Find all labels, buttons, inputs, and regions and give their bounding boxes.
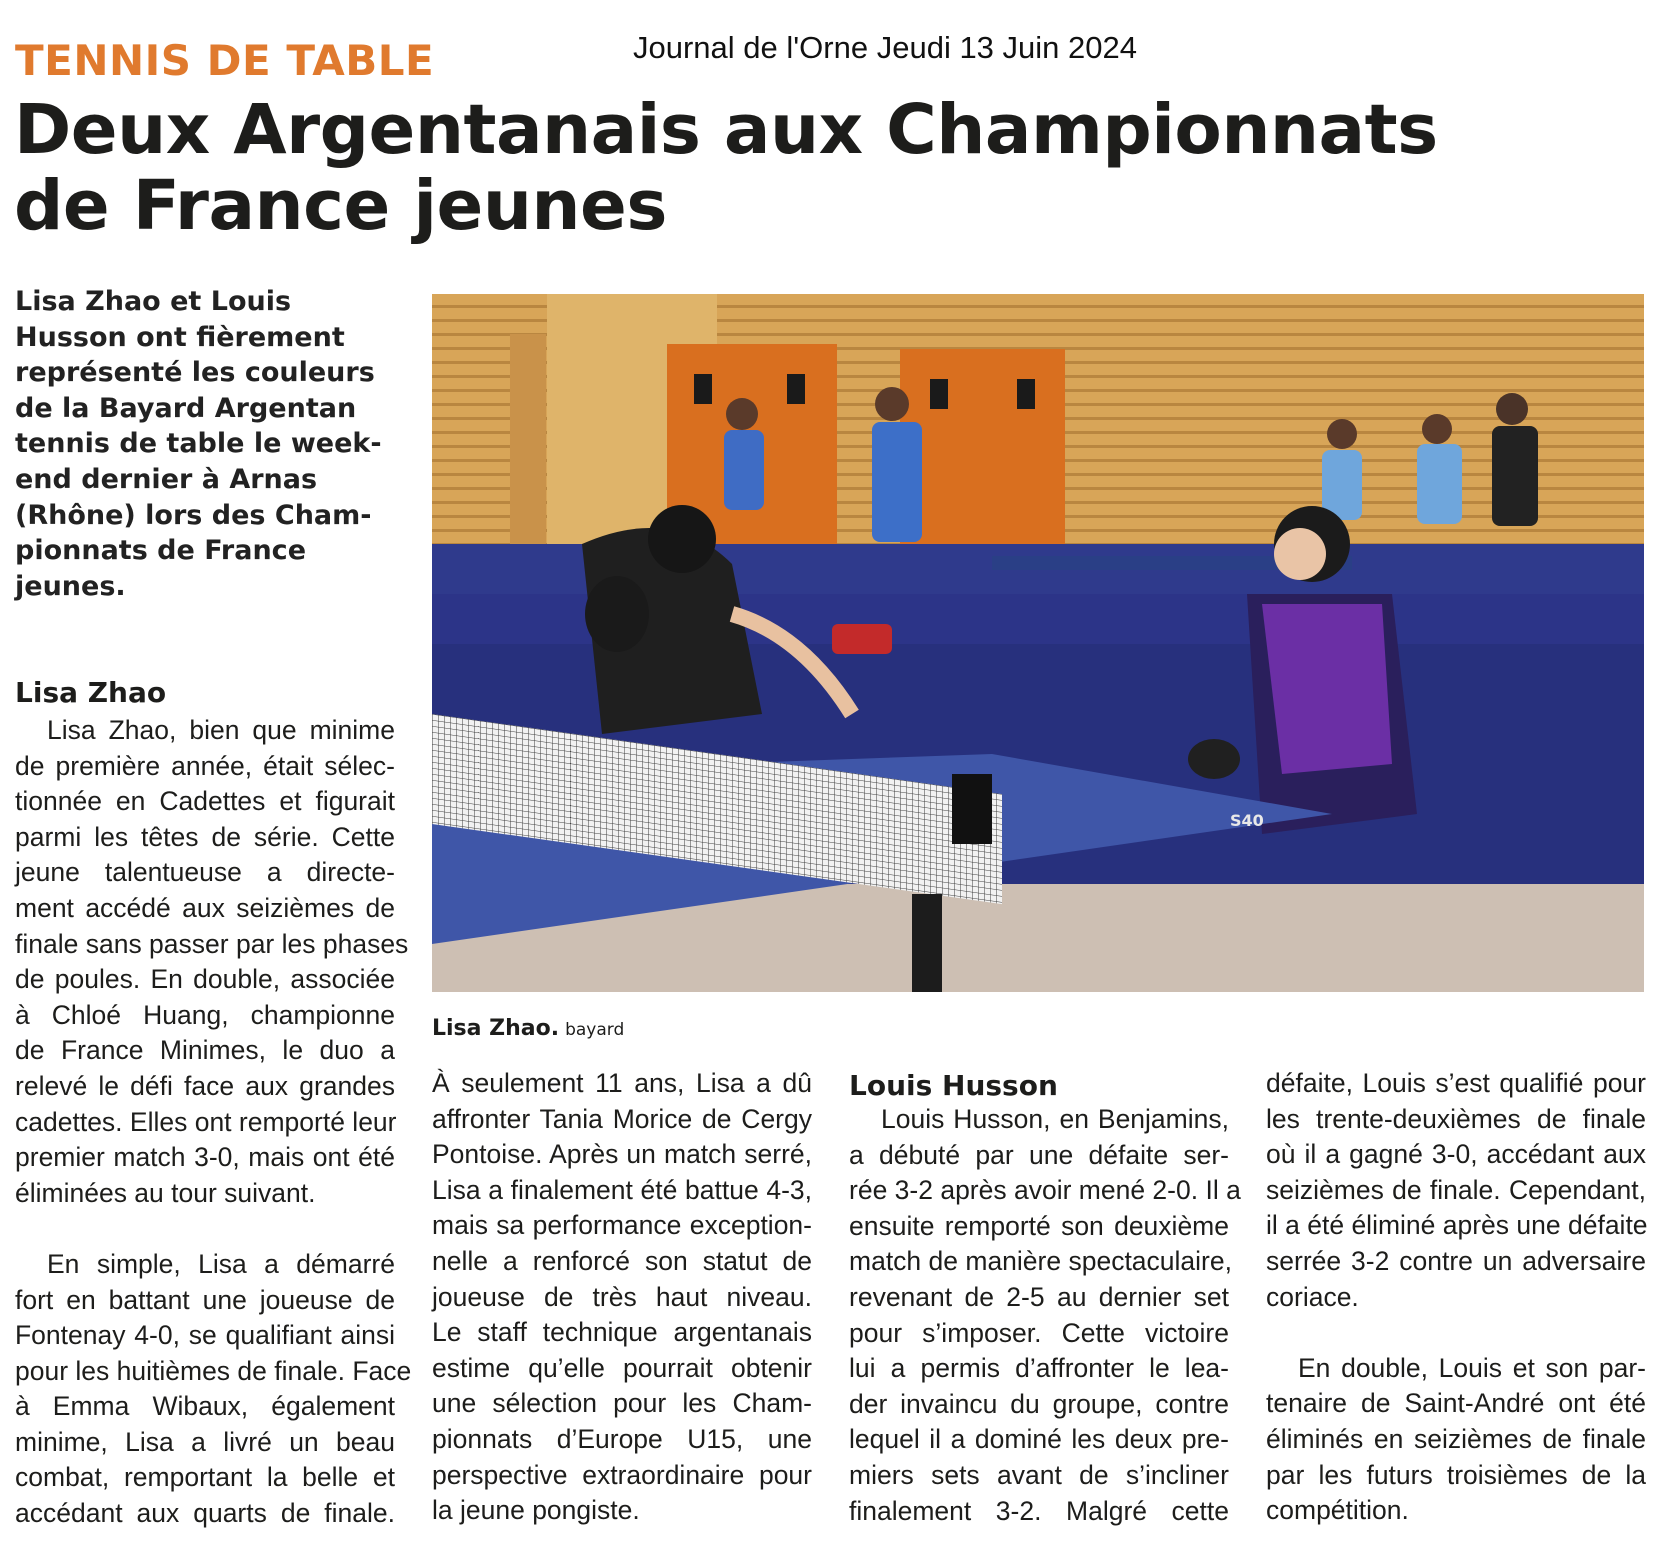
text-line: fort en battant une joueuse de — [15, 1284, 395, 1315]
text-line: une sélection pour les Cham- — [432, 1388, 812, 1419]
bg-player-body — [872, 422, 922, 542]
player-right-shirt — [1262, 604, 1392, 774]
text-line: premier match 3-0, mais ont été — [15, 1142, 395, 1173]
text-line: lequel il a dominé les deux pre- — [849, 1424, 1229, 1455]
lede-line: représenté les couleurs — [15, 357, 375, 389]
headline-line: de France jeunes — [14, 166, 667, 246]
lede-line: Husson ont fièrement — [15, 321, 345, 353]
text-line: défaite, Louis s’est qualifié pour — [1266, 1068, 1646, 1098]
publication-dateline: Journal de l'Orne Jeudi 13 Juin 2024 — [633, 30, 1137, 65]
bg-player-body — [1322, 450, 1362, 520]
table-leg — [912, 894, 942, 992]
text-line: combat, remportant la belle et — [15, 1462, 395, 1493]
article-column-2 — [432, 1066, 812, 1529]
bg-player-head — [1327, 419, 1357, 449]
text-line: estime qu’elle pourrait obtenir — [432, 1352, 812, 1383]
text-line: der invaincu du groupe, contre — [849, 1388, 1229, 1419]
text-line: où il a gagné 3-0, accédant aux — [1266, 1139, 1646, 1170]
article-column-4 — [1266, 1066, 1646, 1529]
text-line: joueuse de très haut niveau. — [432, 1281, 812, 1312]
lede-line: de la Bayard Argentan — [15, 392, 357, 424]
text-line: À seulement 11 ans, Lisa a dû — [432, 1068, 812, 1098]
text-line: à Chloé Huang, championne — [15, 999, 395, 1030]
paddle-right — [1188, 739, 1240, 779]
lede-line: jeunes. — [15, 570, 126, 602]
door-window — [694, 374, 712, 404]
text-line: pionnats d’Europe U15, une — [432, 1423, 812, 1454]
lede-line: Lisa Zhao et Louis — [15, 286, 292, 317]
red-chair — [832, 624, 892, 654]
text-line: nelle a renforcé son statut de — [432, 1245, 812, 1276]
text-line: de première année, était sélec- — [15, 750, 395, 781]
caption-credit: bayard — [565, 1020, 625, 1040]
text-line: tionnée en Cadettes et figurait — [15, 786, 395, 817]
net-post — [952, 774, 992, 844]
text-line: lui a permis d’affronter le lea- — [849, 1353, 1229, 1384]
text-line: de France Minimes, le duo a — [15, 1035, 395, 1066]
door-window — [1017, 379, 1035, 409]
text-line: affronter Tania Morice de Cergy — [432, 1103, 812, 1134]
text-line: il a été éliminé après une défaite — [1266, 1210, 1648, 1241]
text-line: finale sans passer par les phases — [15, 928, 409, 959]
table-logo: S40 — [1230, 811, 1264, 830]
text-line: à Emma Wibaux, également — [15, 1391, 395, 1422]
subhead-lisa-zhao: Lisa Zhao — [15, 676, 167, 709]
text-line: de poules. En double, associée — [15, 964, 395, 995]
bg-player-body — [724, 430, 764, 510]
article-headline — [14, 90, 1438, 246]
text-line: relevé le défi face aux grandes — [15, 1070, 395, 1101]
article-lede — [15, 284, 395, 604]
photo-caption — [432, 1016, 624, 1041]
paddle-left — [585, 576, 649, 652]
text-line: les trente-deuxièmes de finale — [1266, 1103, 1646, 1134]
text-line: En simple, Lisa a démarré — [47, 1248, 395, 1279]
text-line: En double, Louis et son par- — [1298, 1352, 1646, 1383]
text-line: ensuite remporté son deuxième — [849, 1210, 1229, 1241]
text-line: serrée 3-2 contre un adversaire — [1266, 1245, 1646, 1276]
text-line: ment accédé aux seizièmes de — [15, 892, 395, 923]
headline-line: Deux Argentanais aux Championnats — [14, 90, 1438, 170]
text-line: éliminés en seizièmes de finale — [1266, 1423, 1646, 1454]
text-line: minime, Lisa a livré un beau — [15, 1426, 395, 1457]
text-line: compétition. — [1266, 1495, 1409, 1526]
text-line: finalement 3-2. Malgré cette — [849, 1495, 1229, 1526]
text-line: a débuté par une défaite ser- — [849, 1139, 1229, 1170]
lede-line: pionnats de France — [15, 535, 307, 567]
subhead-louis-husson: Louis Husson — [849, 1069, 1058, 1102]
text-line: Le staff technique argentanais — [432, 1317, 812, 1348]
caption-name: Lisa Zhao. — [432, 1016, 560, 1041]
text-line: Louis Husson, en Benjamins, — [881, 1104, 1229, 1134]
article-column-3 — [849, 1102, 1241, 1529]
door-window — [787, 374, 805, 404]
text-line: miers sets avant de s’incliner — [849, 1459, 1229, 1490]
text-line: Lisa a finalement été battue 4-3, — [432, 1174, 812, 1205]
text-line: éliminées au tour suivant. — [15, 1177, 316, 1208]
text-line: revenant de 2-5 au dernier set — [849, 1281, 1229, 1312]
bg-player-body — [1417, 444, 1462, 524]
bg-player-body — [1492, 426, 1538, 526]
bg-player-head — [875, 387, 909, 421]
lede-line: end dernier à Arnas — [15, 463, 318, 495]
wall-pillar — [510, 334, 546, 574]
text-line: mais sa performance exception- — [432, 1210, 812, 1241]
text-line: Fontenay 4-0, se qualifiant ainsi — [15, 1320, 395, 1351]
text-line: parmi les têtes de série. Cette — [15, 821, 395, 852]
bg-player-head — [1496, 393, 1528, 425]
player-left-head — [648, 505, 716, 573]
text-line: seizièmes de finale. Cependant, — [1266, 1174, 1646, 1205]
text-line: perspective extraordinaire pour — [432, 1459, 812, 1490]
text-line: tenaire de Saint-André ont été — [1266, 1388, 1646, 1419]
lede-line: (Rhône) lors des Cham- — [15, 499, 372, 531]
section-kicker: TENNIS DE TABLE — [15, 36, 435, 85]
bg-player-head — [726, 398, 758, 430]
text-line: match de manière spectaculaire, — [849, 1246, 1232, 1277]
lede-line: tennis de table le week- — [15, 428, 382, 460]
text-line: Lisa Zhao, bien que minime — [47, 715, 395, 745]
text-line: la jeune pongiste. — [432, 1495, 640, 1526]
text-line: Pontoise. Après un match serré, — [432, 1139, 812, 1170]
text-line: pour les huitièmes de finale. Face — [15, 1355, 412, 1386]
text-line: coriace. — [1266, 1281, 1359, 1312]
text-line: jeune talentueuse a directe- — [15, 857, 395, 888]
text-line: accédant aux quarts de finale. — [15, 1498, 395, 1529]
text-line: par les futurs troisièmes de la — [1266, 1459, 1646, 1490]
door-window — [930, 379, 948, 409]
text-line: cadettes. Elles ont remporté leur — [15, 1106, 397, 1137]
text-line: rée 3-2 après avoir mené 2-0. Il a — [849, 1175, 1241, 1206]
player-right-face — [1274, 528, 1326, 580]
bg-player-head — [1422, 414, 1452, 444]
text-line: pour s’imposer. Cette victoire — [849, 1317, 1229, 1348]
article-photo — [432, 294, 1644, 992]
article-column-1 — [15, 713, 412, 1532]
